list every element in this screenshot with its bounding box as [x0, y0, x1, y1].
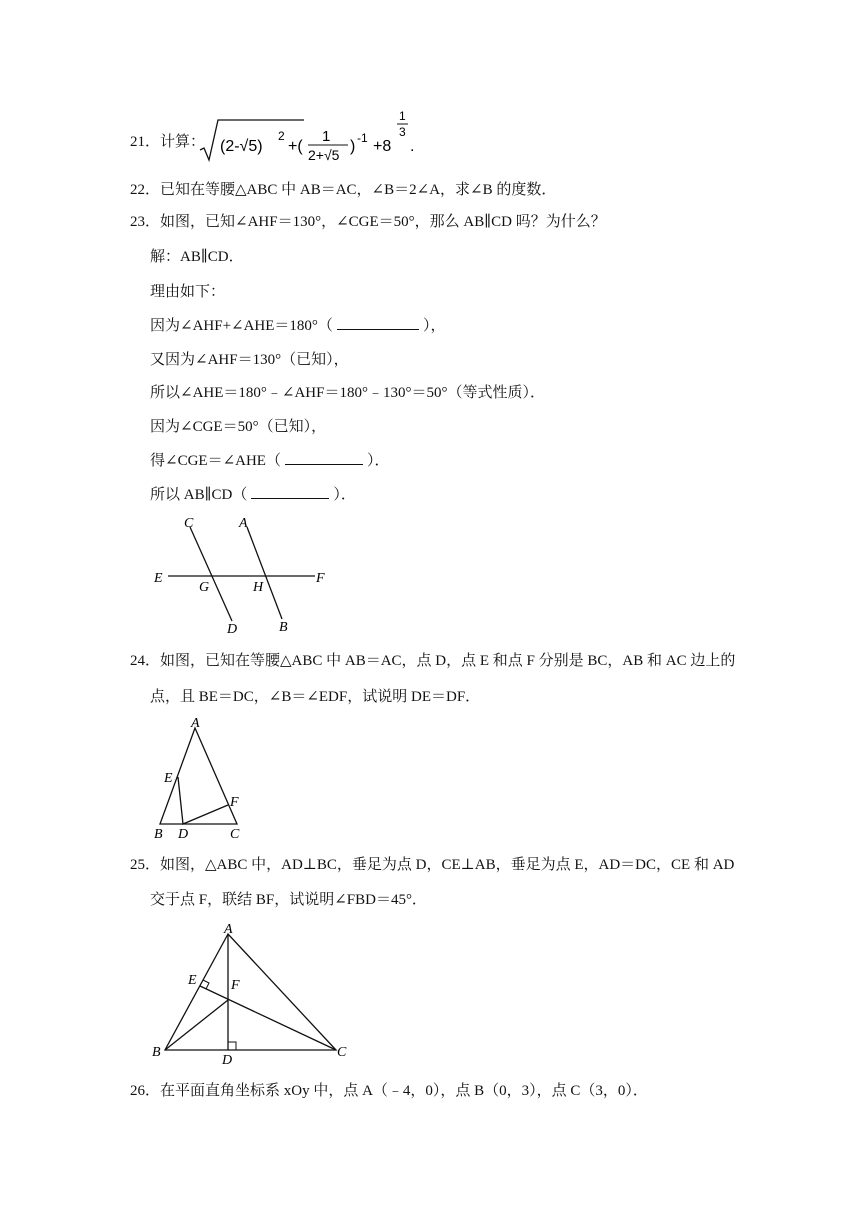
altitude-CE	[200, 986, 336, 1050]
q23-step1	[150, 315, 445, 337]
close-paren: )	[350, 138, 356, 155]
answer-blank-1[interactable]	[337, 315, 419, 330]
label-D: D	[222, 1053, 233, 1065]
triangle-ABC	[165, 934, 336, 1050]
end-dot: .	[410, 138, 415, 155]
label-E: E	[188, 973, 197, 988]
label-F: F	[231, 978, 240, 993]
label-C: C	[230, 827, 240, 842]
exp-neg1: -1	[357, 131, 368, 145]
exp-2: 2	[278, 129, 285, 143]
step1-close: ），	[422, 318, 446, 334]
label-C: C	[337, 1045, 347, 1060]
label-A: A	[239, 516, 248, 531]
q21-prefix: 计算：	[160, 134, 206, 150]
frac-num: 1	[322, 128, 331, 145]
q24-line2: 点，且 BE＝DC，∠B＝∠EDF，试说明 DE＝DF．	[150, 689, 481, 705]
q23-step4: 因为∠CGE＝50°（已知），	[150, 419, 327, 435]
plus-paren: +(	[288, 138, 303, 155]
label-A: A	[191, 716, 200, 731]
step5-text: 得∠CGE＝∠AHE（	[150, 453, 281, 469]
exp-den: 3	[399, 125, 406, 139]
label-G: G	[199, 580, 210, 595]
label-E: E	[154, 571, 163, 586]
q23-intro: 23．如图，已知∠AHF＝130°，∠CGE＝50°，那么 AB∥CD 吗？为什么？	[130, 214, 606, 230]
line-AB	[247, 527, 282, 619]
step5-close: ）．	[366, 453, 390, 469]
sqrt-inner: (2-√5)	[220, 138, 263, 155]
q23-step3: 所以∠AHE＝180°﹣∠AHF＝180°﹣130°＝50°（等式性质）．	[150, 385, 545, 401]
label-D: D	[227, 622, 238, 637]
frac-den: 2+√5	[308, 147, 340, 163]
label-F: F	[316, 571, 325, 586]
label-C: C	[184, 516, 194, 531]
step1-text: 因为∠AHF+∠AHE＝180°（	[150, 318, 333, 334]
label-H: H	[253, 580, 264, 595]
q26-line: 26．在平面直角坐标系 xOy 中，点 A（﹣4，0），点 B（0，3），点 C（3，0）．	[130, 1083, 648, 1099]
label-B: B	[154, 827, 163, 842]
q25-line1: 25．如图，△ABC 中，AD⊥BC，垂足为点 D，CE⊥AB，垂足为点 E，AD＝DC，CE 和 AD	[130, 857, 735, 873]
segment-BF	[165, 1000, 228, 1050]
q21-number: 21．	[130, 134, 161, 150]
q23-reason-intro: 理由如下：	[150, 284, 226, 300]
q25-figure	[148, 920, 358, 1065]
q23-answer: 解：AB∥CD．	[150, 249, 244, 265]
label-B: B	[279, 620, 288, 635]
step6-close: ）．	[333, 487, 356, 503]
q21-line	[130, 131, 205, 153]
q24-figure	[150, 714, 260, 844]
q24-line1: 24．如图，已知在等腰△ABC 中 AB＝AC，点 D，点 E 和点 F 分别是 BC，AB 和 AC 边上的	[130, 653, 736, 669]
answer-blank-2[interactable]	[285, 450, 363, 465]
q23-figure	[150, 515, 350, 640]
q25-line2: 交于点 F，联结 BF，试说明∠FBD＝45°．	[150, 892, 427, 908]
label-D: D	[178, 827, 189, 842]
q23-step6	[150, 484, 356, 506]
label-F: F	[230, 795, 239, 810]
line-CD	[190, 527, 232, 621]
exp-num: 1	[399, 109, 406, 123]
q21-formula	[198, 108, 428, 168]
answer-blank-3[interactable]	[251, 484, 329, 499]
segments-EDF	[178, 777, 228, 824]
q23-step5	[150, 450, 389, 472]
step6-text: 所以 AB∥CD（	[150, 487, 248, 503]
q23-step2: 又因为∠AHF＝130°（已知），	[150, 352, 349, 368]
label-A: A	[224, 922, 233, 937]
right-angle-D	[228, 1042, 236, 1050]
label-B: B	[152, 1045, 161, 1060]
plus-8: +8	[373, 138, 392, 155]
q22-line: 22．已知在等腰△ABC 中 AB＝AC，∠B＝2∠A，求∠B 的度数．	[130, 182, 557, 198]
label-E: E	[164, 771, 173, 786]
